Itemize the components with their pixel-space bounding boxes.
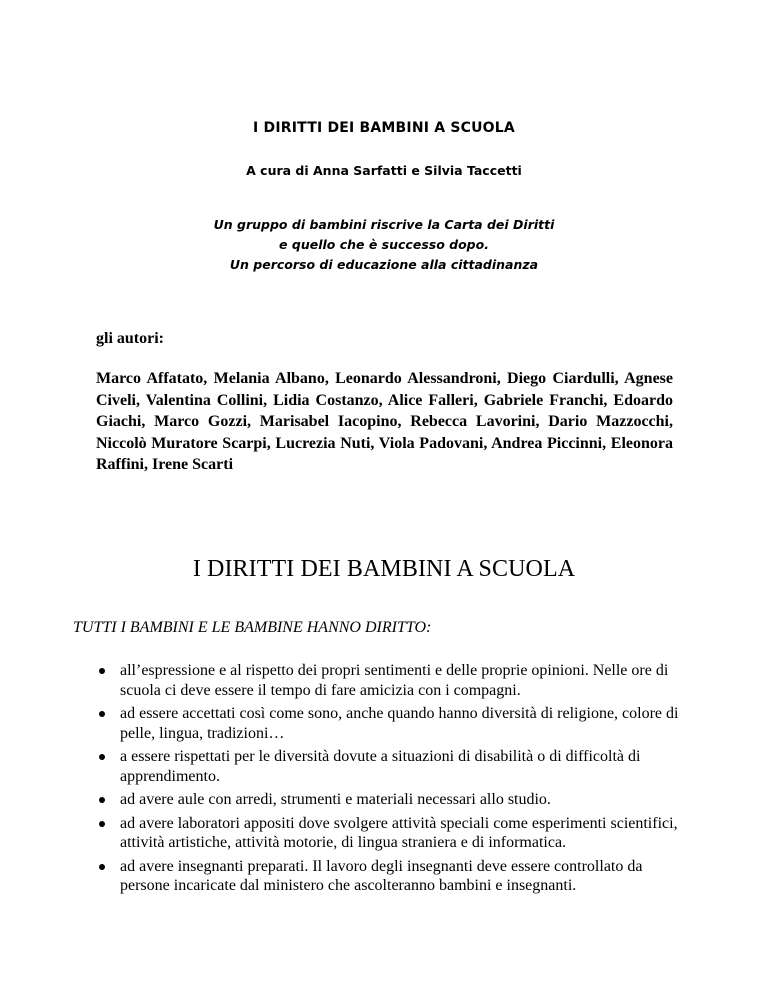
- list-item: [96, 704, 686, 743]
- rights-list: [96, 661, 686, 900]
- bullet-icon: [99, 864, 105, 870]
- document-title: I DIRITTI DEI BAMBINI A SCUOLA: [253, 120, 515, 136]
- bullet-icon: [99, 754, 105, 760]
- list-item: [96, 661, 686, 700]
- subtitle-block: [0, 215, 768, 275]
- bullet-icon: [99, 711, 105, 717]
- bullet-icon: [99, 821, 105, 827]
- bullet-icon: [99, 797, 105, 803]
- subtitle-line: Un gruppo di bambini riscrive la Carta dei Diritti: [213, 217, 555, 232]
- list-item-text: a essere rispettati per le diversità dovute a situazioni di disabilità o di difficoltà di apprendimento.: [120, 748, 641, 785]
- bullet-icon: [99, 668, 105, 674]
- subtitle-line: Un percorso di educazione alla cittadinanza: [229, 257, 539, 272]
- list-item-text: all’espressione e al rispetto dei propri sentimenti e delle proprie opinioni. Nelle ore di scuola ci deve essere il tempo di fare amicizia con i compagni.: [120, 662, 669, 699]
- authors-label: gli autori:: [96, 330, 164, 347]
- list-item-text: ad avere insegnanti preparati. Il lavoro degli insegnanti deve essere controllato da persone incaricate dal ministero che ascolteranno bambini e insegnanti.: [120, 857, 643, 894]
- section-heading: TUTTI I BAMBINI E LE BAMBINE HANNO DIRITTO:: [73, 619, 432, 636]
- list-item: [96, 790, 686, 810]
- list-item: [96, 814, 686, 853]
- list-item: [96, 857, 686, 896]
- curators-line: A cura di Anna Sarfatti e Silvia Taccetti: [246, 163, 522, 178]
- main-title: I DIRITTI DEI BAMBINI A SCUOLA: [192, 556, 576, 582]
- list-item-text: ad essere accettati così come sono, anche quando hanno diversità di religione, colore di pelle, lingua, tradizioni…: [120, 705, 679, 742]
- subtitle-line: e quello che è successo dopo.: [279, 237, 489, 252]
- list-item-text: ad avere aule con arredi, strumenti e materiali necessari allo studio.: [120, 791, 551, 808]
- list-item-text: ad avere laboratori appositi dove svolgere attività speciali come esperimenti scientifici, attività artistiche, attività motorie, di lingua straniera e di informatica.: [120, 814, 678, 851]
- authors-list: Marco Affatato, Melania Albano, Leonardo Alessandroni, Diego Ciardulli, Agnese Civeli, Valentina Collini, Lidia Costanzo, Alice Falleri, Gabriele Franchi, Edoardo Giachi, Marco Gozzi, Marisabel Iacopino, Rebecca Lavorini, Dario Mazzocchi, Niccolò Muratore Scarpi, Lucrezia Nuti, Viola Padovani, Andrea Piccinni, Eleonora Raffini, Irene Scarti: [96, 370, 673, 473]
- list-item: [96, 747, 686, 786]
